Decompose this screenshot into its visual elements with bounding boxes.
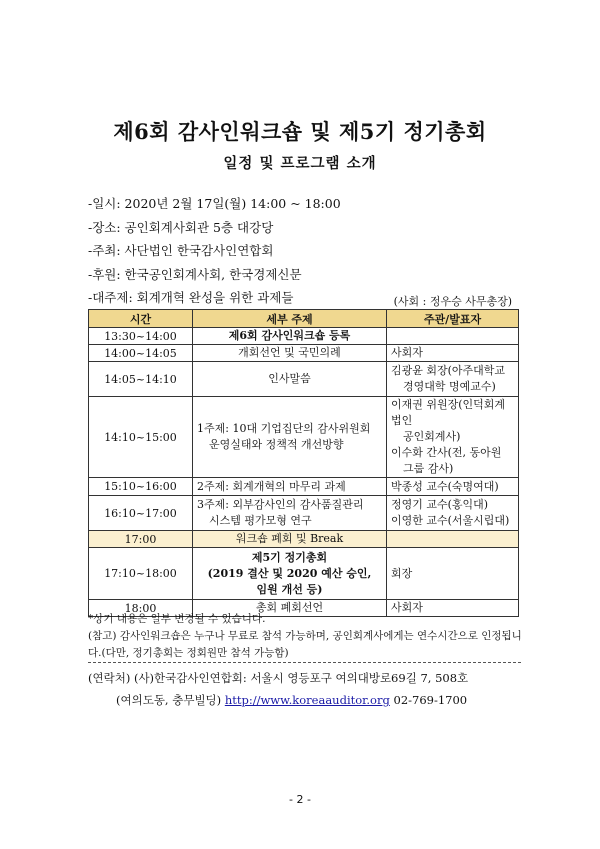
contact-address: (연락처) (사)한국감사인연합회: 서울시 영등포구 여의대방로69길 7, 508호: [88, 671, 469, 685]
row-topic: [193, 478, 387, 496]
speaker-line: 회장: [391, 566, 413, 580]
row-speaker: [387, 362, 519, 397]
info-host: -주최: 사단법인 한국감사인연합회: [88, 243, 274, 258]
speaker-line: 이영한 교수(서울시립대): [391, 514, 510, 527]
schedule-table: [88, 309, 519, 617]
event-info-list: [88, 194, 341, 312]
row-speaker: [387, 548, 519, 600]
topic-line: 제5기 정기총회: [251, 550, 328, 564]
header-time: 시간: [89, 310, 193, 328]
topic-line: 총회 폐회선언: [255, 601, 324, 614]
speaker-line: 정영기 교수(홍익대): [391, 498, 489, 511]
row-time: 17:10~18:00: [89, 548, 193, 600]
schedule-header-row: [89, 310, 519, 328]
info-sponsor: -후원: 한국공인회계사회, 한국경제신문: [88, 266, 302, 282]
topic-line: 개회선언 및 국민의례: [238, 346, 341, 359]
row-time: 16:10~17:00: [89, 496, 193, 531]
topic-line: 제6회 감사인워크숍 등록: [228, 329, 351, 342]
document-subtitle: 일정 및 프로그램 소개: [223, 156, 377, 172]
speaker-line: 그룹 감사): [403, 462, 454, 475]
header-topic: 세부 주제: [193, 310, 387, 328]
topic-line: 워크숍 폐회 및 Break: [235, 532, 344, 545]
speaker-line: 김광윤 회장(아주대학교: [391, 364, 506, 377]
topic-line: 인사말씀: [268, 372, 311, 385]
topic-line: 임원 개선 등): [256, 582, 323, 596]
table-row: [89, 496, 519, 531]
row-speaker: [387, 328, 519, 345]
change-notice: *상기 내용은 일부 변경될 수 있습니다.: [88, 613, 266, 625]
row-speaker: [387, 531, 519, 548]
contact-details: [116, 692, 467, 708]
header-speaker: 주관/발표자: [387, 310, 519, 328]
row-time: 13:30~14:00: [89, 328, 193, 345]
info-venue: -장소: 공인회계사회관 5층 대강당: [88, 219, 274, 235]
reference-note: (참고) 감사인워크숍은 누구나 무료로 참석 가능하며, 공인회계사에게는 연수시간으로 인정됩니다.(다만, 정기총회는 정회원만 참석 가능함): [88, 630, 522, 659]
speaker-line: 이재권 위원장(인덕회계법인: [391, 398, 506, 427]
row-topic: [193, 531, 387, 548]
row-time: 14:10~15:00: [89, 397, 193, 478]
speaker-line: 경영대학 명예교수): [403, 380, 496, 393]
row-time: 17:00: [89, 531, 193, 548]
topic-line: (2019 결산 및 2020 예산 승인,: [207, 566, 372, 580]
row-speaker: [387, 345, 519, 362]
speaker-line: 공인회계사): [403, 430, 461, 443]
document-title: 제6회 감사인워크숍 및 제5기 정기총회: [113, 119, 487, 144]
row-topic: [193, 496, 387, 531]
table-row: [89, 478, 519, 496]
page-number: - 2 -: [289, 793, 311, 806]
info-date: -일시: 2020년 2월 17일(월) 14:00 ~ 18:00: [88, 196, 341, 211]
row-speaker: [387, 478, 519, 496]
row-time: 15:10~16:00: [89, 478, 193, 496]
row-topic: [193, 548, 387, 600]
topic-line: 3주제: 외부감사인의 감사품질관리: [197, 498, 364, 511]
website-link[interactable]: http://www.koreaauditor.org: [224, 693, 390, 707]
row-speaker: [387, 397, 519, 478]
topic-line: 2주제: 회계개혁의 마무리 과제: [197, 479, 346, 493]
speaker-line: 이수화 간사(전, 동아원: [391, 446, 502, 459]
topic-line: 1주제: 10대 기업집단의 감사위원회: [197, 422, 371, 435]
moderator-note: (사회 : 정우승 사무총장): [393, 295, 512, 308]
speaker-line: 사회자: [391, 601, 423, 614]
table-row: [89, 345, 519, 362]
speaker-line: 사회자: [391, 346, 423, 359]
speaker-line: 박종성 교수(숙명여대): [391, 479, 499, 493]
contact-phone: 02-769-1700: [393, 693, 468, 707]
row-time: 14:00~14:05: [89, 345, 193, 362]
contact-building: (여의도동, 충무빌딩): [116, 693, 222, 707]
row-topic: [193, 345, 387, 362]
row-time: 18:00: [89, 600, 193, 617]
row-topic: [193, 362, 387, 397]
table-row: [89, 362, 519, 397]
info-theme: -대주제: 회계개혁 완성을 위한 과제들: [88, 290, 294, 305]
table-row: [89, 397, 519, 478]
row-speaker: [387, 600, 519, 617]
row-topic: [193, 328, 387, 345]
row-time: 14:05~14:10: [89, 362, 193, 397]
row-topic: [193, 397, 387, 478]
table-row: [89, 531, 519, 548]
dashed-divider: [88, 662, 521, 663]
topic-line: 운영실태와 정책적 개선방향: [209, 438, 344, 451]
row-speaker: [387, 496, 519, 531]
table-row: [89, 548, 519, 600]
table-row: [89, 328, 519, 345]
topic-line: 시스템 평가모형 연구: [209, 514, 312, 527]
